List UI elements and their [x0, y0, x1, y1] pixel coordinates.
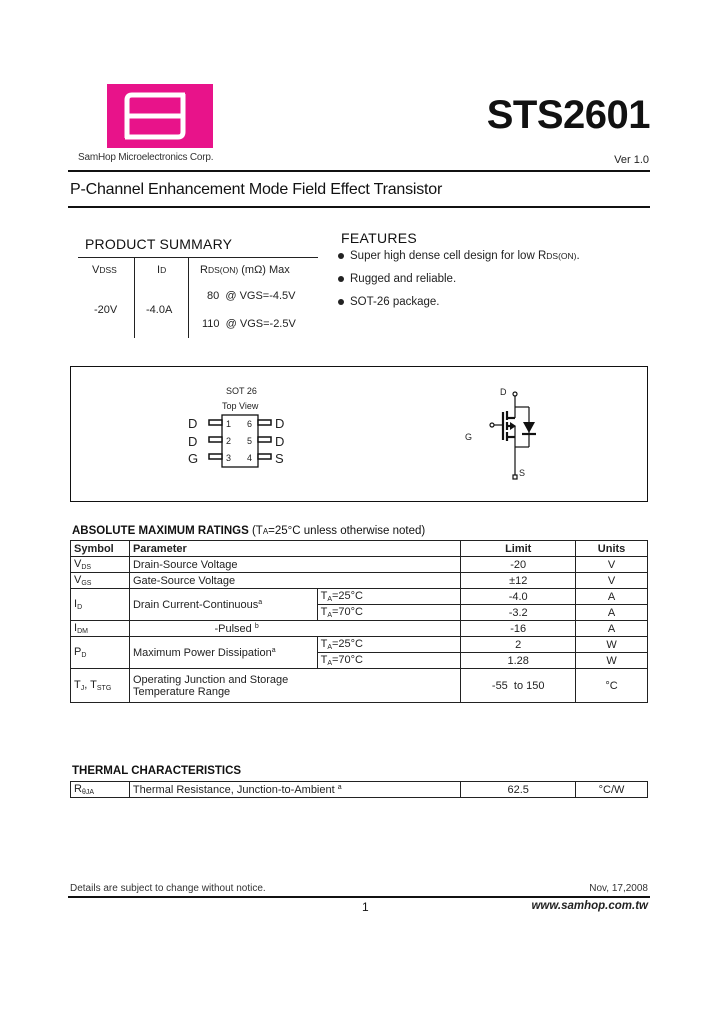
pin-label-1: D	[188, 416, 198, 431]
table-header-row	[71, 541, 648, 557]
header-rds: RDS(ON) (mΩ) Max	[200, 264, 290, 276]
table-row	[71, 573, 648, 589]
condition-cell: $T_A=70^\circ C$	[317, 605, 461, 621]
symbol-cell: $I_{DM}$	[71, 621, 130, 637]
limit-cell: -20	[461, 557, 576, 573]
col-units: Units	[576, 541, 648, 557]
pin-num-5: 5	[247, 436, 253, 446]
bullet-icon	[338, 299, 344, 305]
symbol-cell: $V_{GS}$	[71, 573, 130, 589]
gate-label: G	[465, 432, 473, 442]
rds-value-2: 110 @ VGS=-2.5V	[202, 318, 296, 330]
product-summary-title: PRODUCT SUMMARY	[85, 236, 233, 252]
version: Ver 1.0	[614, 154, 649, 166]
parameter-cell: Drain-Source Voltage	[129, 557, 460, 573]
limit-cell: -4.0	[461, 589, 576, 605]
id-value: -4.0A	[146, 304, 173, 316]
pin-label-4: S	[275, 451, 284, 466]
limit-cell: 1.28	[461, 653, 576, 669]
feature-item: Super high dense cell design for low R DS(ON) .	[338, 250, 580, 262]
unit-cell: A	[576, 589, 648, 605]
subtitle-divider	[68, 206, 650, 208]
thermal-title: THERMAL CHARACTERISTICS	[72, 765, 242, 777]
col-parameter: Parameter	[129, 541, 460, 557]
footer-divider	[68, 896, 650, 898]
unit-cell: V	[576, 573, 648, 589]
page-number: 1	[362, 900, 369, 914]
summary-divider	[188, 258, 189, 338]
pin-num-3: 3	[226, 453, 232, 463]
sot26-package-icon	[200, 412, 280, 470]
limit-cell: 62.5	[461, 782, 576, 798]
condition-cell: $T_A=25^\circ C$	[317, 637, 461, 653]
pin-label-6: D	[275, 416, 285, 431]
thermal-table	[70, 781, 648, 798]
samhop-logo-icon	[119, 92, 191, 140]
unit-cell: °C/W	[576, 782, 648, 798]
table-row	[71, 669, 648, 703]
symbol-cell: $T_J$, $T_{STG}$	[71, 669, 130, 703]
symbol-cell: $P_D$	[71, 637, 130, 669]
parameter-cell: Drain Current-Continuous$^a$	[129, 589, 317, 621]
features-title: FEATURES	[341, 230, 418, 246]
package-title: SOT 26	[226, 386, 257, 396]
table-row	[71, 557, 648, 573]
rds-value-1: 80 @ VGS=-4.5V	[207, 290, 296, 302]
pin-num-4: 4	[247, 453, 253, 463]
drain-label: D	[500, 387, 507, 397]
limit-cell: -55 to 150	[461, 669, 576, 703]
limit-cell: 2	[461, 637, 576, 653]
symbol-cell: $R_{\theta JA}$	[71, 782, 130, 798]
package-view: Top View	[222, 401, 259, 411]
table-row	[71, 589, 648, 605]
unit-cell: V	[576, 557, 648, 573]
parameter-cell: Maximum Power Dissipation$^a$	[129, 637, 317, 669]
table-row	[71, 637, 648, 653]
unit-cell: W	[576, 653, 648, 669]
parameter-cell: Thermal Resistance, Junction-to-Ambient $^a$	[129, 782, 460, 798]
source-label: S	[519, 468, 526, 478]
company-logo	[107, 84, 213, 148]
parameter-cell: Operating Junction and Storage Temperature Range	[129, 669, 460, 703]
document-subtitle: P-Channel Enhancement Mode Field Effect Transistor	[70, 181, 443, 198]
col-symbol: Symbol	[71, 541, 130, 557]
unit-cell: A	[576, 605, 648, 621]
summary-divider	[134, 258, 135, 338]
header-divider	[68, 170, 650, 172]
vdss-value: -20V	[94, 304, 118, 316]
unit-cell: °C	[576, 669, 648, 703]
p-channel-mosfet-symbol-icon	[470, 390, 540, 482]
footer-date: Nov, 17,2008	[589, 883, 648, 894]
table-row	[71, 782, 648, 798]
part-number: STS2601	[486, 93, 650, 137]
symbol-cell: $V_{DS}$	[71, 557, 130, 573]
feature-item: SOT-26 package.	[338, 296, 440, 308]
pin-label-2: D	[188, 434, 198, 449]
bullet-icon	[338, 276, 344, 282]
feature-item: Rugged and reliable.	[338, 273, 456, 285]
product-summary-rule	[78, 257, 318, 258]
pin-num-2: 2	[226, 436, 232, 446]
header-id: ID	[157, 264, 167, 276]
pin-num-1: 1	[226, 419, 232, 429]
limit-cell: ±12	[461, 573, 576, 589]
symbol-cell: $I_D$	[71, 589, 130, 621]
parameter-cell: -Pulsed $^b$	[129, 621, 460, 637]
package-diagram-box	[70, 366, 648, 502]
table-row	[71, 621, 648, 637]
unit-cell: A	[576, 621, 648, 637]
pin-label-3: G	[188, 451, 199, 466]
header-vdss: VDSS	[92, 264, 117, 276]
footer-notice: Details are subject to change without notice.	[70, 883, 266, 894]
abs-max-title: ABSOLUTE MAXIMUM RATINGS (TA=25°C unless otherwise noted)	[72, 525, 426, 537]
limit-cell: -3.2	[461, 605, 576, 621]
pin-num-6: 6	[247, 419, 253, 429]
bullet-icon	[338, 253, 344, 259]
unit-cell: W	[576, 637, 648, 653]
website-link[interactable]: www.samhop.com.tw	[531, 900, 648, 912]
abs-max-table	[70, 540, 648, 703]
parameter-cell: Gate-Source Voltage	[129, 573, 460, 589]
company-name: SamHop Microelectronics Corp.	[78, 152, 214, 163]
pin-label-5: D	[275, 434, 285, 449]
col-limit: Limit	[461, 541, 576, 557]
condition-cell: $T_A=70^\circ C$	[317, 653, 461, 669]
limit-cell: -16	[461, 621, 576, 637]
condition-cell: $T_A=25^\circ C$	[317, 589, 461, 605]
